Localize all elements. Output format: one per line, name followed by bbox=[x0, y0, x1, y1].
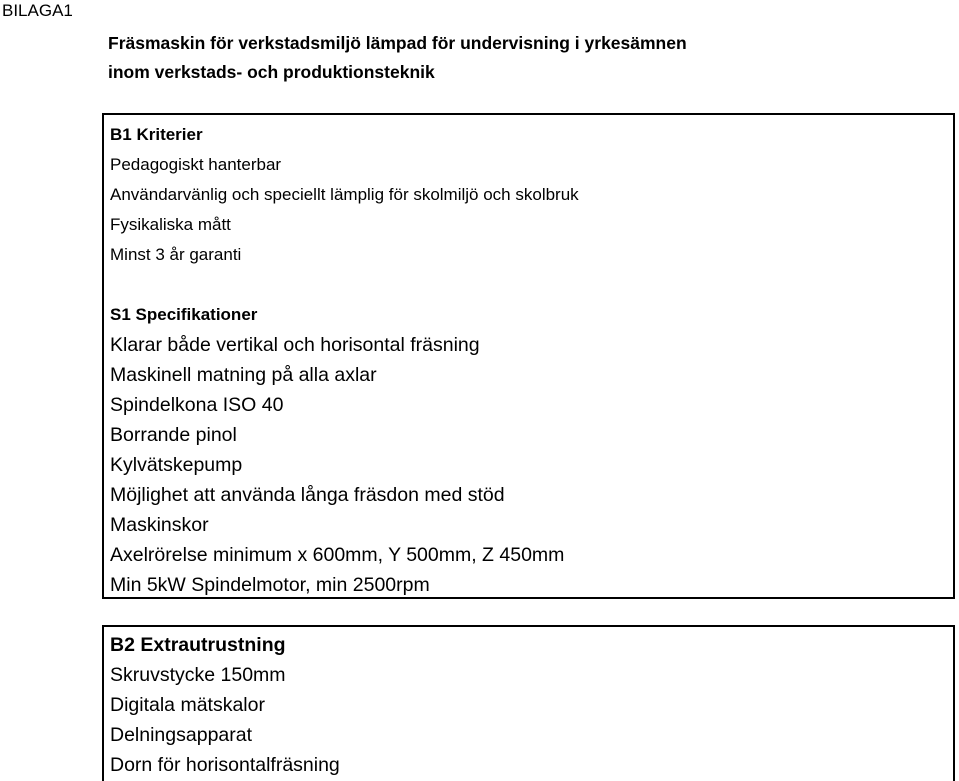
specification-item: Kylvätskepump bbox=[110, 454, 243, 476]
specification-item: Axelrörelse minimum x 600mm, Y 500mm, Z 450mm bbox=[110, 544, 565, 566]
section-spacer bbox=[110, 270, 953, 300]
specification-item: Spindelkona ISO 40 bbox=[110, 394, 284, 416]
extras-heading: B2 Extrautrustning bbox=[110, 634, 286, 656]
criteria-item: Användarvänlig och speciellt lämplig för skolmiljö och skolbruk bbox=[110, 185, 579, 204]
title-line-1: Fräsmaskin för verkstadsmiljö lämpad för undervisning i yrkesämnen bbox=[108, 33, 687, 53]
specification-item: Möjlighet att använda långa fräsdon med stöd bbox=[110, 484, 505, 506]
requirements-box bbox=[102, 113, 955, 599]
specification-item: Min 5kW Spindelmotor, min 2500rpm bbox=[110, 574, 430, 596]
extras-item: Skruvstycke 150mm bbox=[110, 664, 286, 686]
criteria-item: Fysikaliska mått bbox=[110, 215, 231, 234]
specification-item: Maskinell matning på alla axlar bbox=[110, 364, 377, 386]
document-label: BILAGA1 bbox=[2, 1, 73, 20]
specification-item: Maskinskor bbox=[110, 514, 209, 536]
extras-box bbox=[102, 625, 955, 781]
criteria-item: Pedagogiskt hanterbar bbox=[110, 155, 282, 174]
criteria-item: Minst 3 år garanti bbox=[110, 245, 242, 264]
criteria-heading: B1 Kriterier bbox=[110, 125, 203, 144]
extras-item: Delningsapparat bbox=[110, 724, 253, 746]
specification-item: Klarar både vertikal och horisontal fräsning bbox=[110, 334, 480, 356]
document-title bbox=[108, 29, 687, 87]
extras-item: Digitala mätskalor bbox=[110, 694, 265, 716]
specifications-heading: S1 Specifikationer bbox=[110, 305, 258, 324]
specification-item: Borrande pinol bbox=[110, 424, 237, 446]
title-line-2: inom verkstads- och produktionsteknik bbox=[108, 62, 435, 82]
extras-item: Dorn för horisontalfräsning bbox=[110, 754, 340, 776]
